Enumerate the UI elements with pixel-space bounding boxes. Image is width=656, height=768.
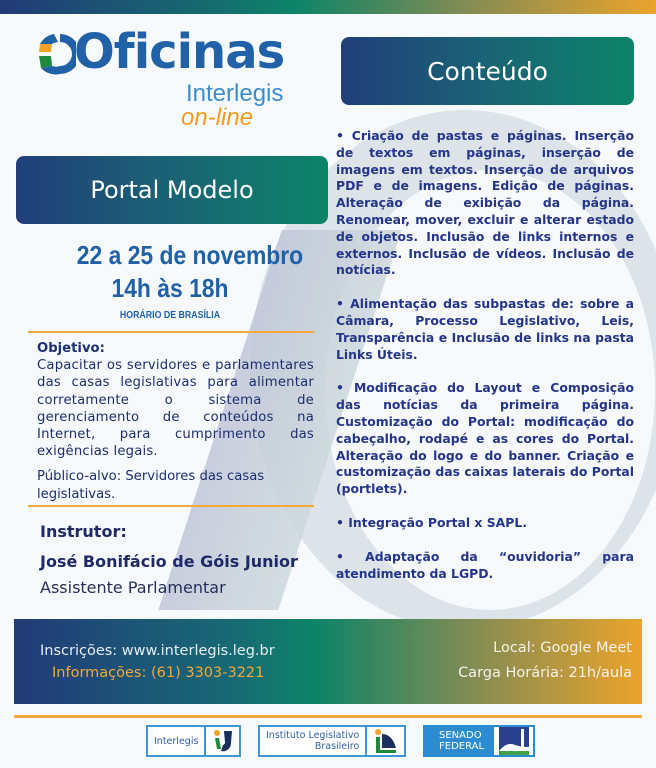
interlegis-logo[interactable] bbox=[146, 725, 241, 757]
content-item: • Integração Portal x SAPL. bbox=[336, 514, 527, 530]
bottom-divider bbox=[14, 715, 642, 718]
course-dates: 22 a 25 de novembro bbox=[76, 240, 304, 270]
divider bbox=[28, 331, 314, 333]
objective-section bbox=[37, 340, 314, 503]
target-audience: Público-alvo: Servidores das casas legislativas. bbox=[37, 469, 265, 502]
senado-label-line1: SENADO bbox=[439, 730, 482, 741]
senado-label-line2: FEDERAL bbox=[439, 741, 485, 752]
content-heading: Conteúdo bbox=[341, 37, 634, 105]
senado-label bbox=[425, 727, 494, 755]
objective-label: Objetivo: bbox=[37, 341, 105, 356]
ilb-label bbox=[260, 727, 367, 755]
content-item: • Modificação do Layout e Composição das notícias da primeira página. Customização do Portal: modificação do cabeçalho, rodapé e as cores do Portal. Alteração do logo e do banner. Criação e customização das caixas laterais do Portal (portlets). bbox=[336, 380, 634, 497]
ilb-label-line1: Instituto Legislativo bbox=[266, 730, 360, 741]
logo-o-icon bbox=[36, 30, 76, 78]
content-item: • Alimentação das subpastas de: sobre a Câmara, Processo Legislativo, Leis, Transparência e Inclusão de links na pasta Links Úteis. bbox=[336, 296, 634, 362]
objective-text: Capacitar os servidores e parlamentares das casas legislativas para alimentar corretamente o sistema de gerenciamento de conteúdos na Internet, para cumprimento das exigências legais. bbox=[37, 358, 314, 460]
interlegis-icon bbox=[206, 727, 239, 755]
info-phone: Informações: (61) 3303-3221 bbox=[52, 665, 265, 681]
content-item: • Adaptação da “ouvidoria” para atendimento da LGPD. bbox=[336, 548, 634, 581]
ilb-logo[interactable] bbox=[258, 725, 406, 757]
top-gradient-bar bbox=[0, 0, 656, 14]
content-list bbox=[336, 128, 634, 599]
logo-title: Oficinas bbox=[74, 24, 285, 80]
content-item: • Criação de pastas e páginas. Inserção de textos em páginas, inserção de imagens em textos. Inserção de arquivos PDF e de imagens. Edição de páginas. Alteração de exibição da página. Renomear, mover, excluir e alterar estado de objetos. Inclusão de links internos e externos. Inclusão de vídeos. Inclusão de notícias. bbox=[336, 128, 634, 278]
interlegis-label: Interlegis bbox=[148, 727, 206, 755]
senado-federal-logo[interactable] bbox=[423, 725, 535, 757]
instructor-label: Instrutor: bbox=[40, 522, 127, 541]
course-timezone: HORÁRIO DE BRASÍLIA bbox=[119, 310, 221, 321]
instructor-name: José Bonifácio de Góis Junior bbox=[40, 552, 298, 571]
location-text: Local: Google Meet bbox=[493, 640, 632, 656]
course-name-banner: Portal Modelo bbox=[16, 156, 328, 224]
workload-text: Carga Horária: 21h/aula bbox=[458, 665, 632, 681]
course-time: 14h às 18h bbox=[111, 273, 229, 303]
registration-link[interactable]: Inscrições: www.interlegis.leg.br bbox=[40, 643, 275, 659]
footer-info-band bbox=[14, 619, 642, 704]
ilb-label-line2: Brasileiro bbox=[314, 741, 360, 752]
logo-subtitle: Interlegis bbox=[186, 80, 284, 107]
senado-icon bbox=[494, 727, 533, 755]
divider bbox=[28, 505, 314, 507]
ilb-icon bbox=[367, 727, 404, 755]
logo-tagline: on-line bbox=[181, 104, 254, 131]
instructor-role: Assistente Parlamentar bbox=[40, 578, 226, 597]
